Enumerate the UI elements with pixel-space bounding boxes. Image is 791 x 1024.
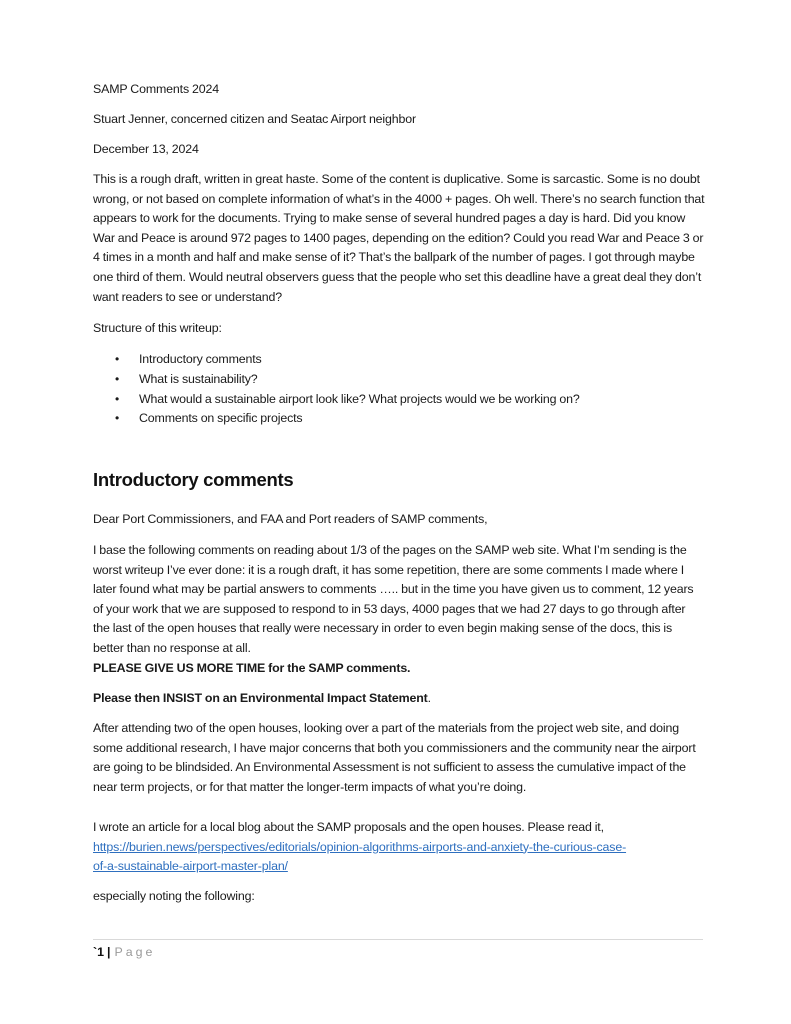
footer-separator: | [107, 945, 111, 959]
document-title: SAMP Comments 2024 [93, 82, 219, 96]
bullet-icon: • [115, 352, 120, 366]
structure-list-item: • What would a sustainable airport look like? What projects would we be working on? [93, 390, 705, 410]
basis-paragraph: I base the following comments on reading about 1/3 of the pages on the SAMP web site. What I’m sending is the worst writeup I’ve ever done: it is a rough draft, it has some repetition, there are some comments I made where I later found what may be partial answers to comments ….. but in the time you have given us to comment, 12 years of your work that we are supposed to respond to in 53 days, 4000 pages that we had 27 days to go through after the last of the open houses that really were necessary in order to even begin making sense of the docs, this is better than no response at all. [93, 543, 694, 655]
structure-list-item: • What is sustainability? [93, 370, 705, 390]
closing-line: especially noting the following: [93, 889, 255, 903]
intro-paragraph: This is a rough draft, written in great haste. Some of the content is duplicative. Some is sarcastic. Some is no doubt wrong, or not based on complete information of what’s in the 4000 + pages. Oh well. There’s no search function that appears to work for the documents. Trying to make sense of several hundred pages a day is hard. Did you know War and Peace is around 972 pages to 1400 pages, depending on the edition? Could you read War and Peace 3 or 4 times in a month and half and make sense of it? That’s the ballpark of the number of pages. I got through maybe one third of them. Would neutral observers guess that the people who set this deadline have a great deal they don’t want readers to see or understand? [93, 172, 705, 304]
bullet-icon: • [115, 411, 120, 426]
article-paragraph: I wrote an article for a local blog about the SAMP proposals and the open houses. Please read it, https://burien.news/perspectives/editorials/opinion-algorithms-airports-and-anxiety-the-curious-case- of-a-sustainable-airport-master-plan/ [93, 820, 627, 874]
date-line: December 13, 2024 [93, 142, 199, 156]
page-label: Page [114, 945, 156, 959]
request-more-time: PLEASE GIVE US MORE TIME for the SAMP comments. [93, 661, 411, 675]
page-footer [93, 944, 155, 960]
page-number: `1 [93, 945, 105, 959]
structure-label: Structure of this writeup: [93, 321, 222, 335]
structure-list-item: • Introductory comments [93, 350, 705, 370]
article-link[interactable]: https://burien.news/perspectives/editorials/opinion-algorithms-airports-and-anxiety-the-curious-case- of-a-sustainable-airport-master-plan/ [93, 839, 627, 874]
salutation: Dear Port Commissioners, and FAA and Port readers of SAMP comments, [93, 512, 488, 526]
footer-divider [93, 939, 703, 940]
section-heading: Introductory comments [93, 469, 294, 490]
concerns-paragraph: After attending two of the open houses, looking over a part of the materials from the project web site, and doing some additional research, I have major concerns that both you commissioners and the community near the airport are going to be blindsided. An Environmental Assessment is not sufficient to assess the cumulative impact of the near term projects, or for that matter the longer-term impacts of what you’re doing. [93, 721, 696, 794]
author-line: Stuart Jenner, concerned citizen and Seatac Airport neighbor [93, 112, 416, 126]
structure-list [93, 350, 705, 429]
request-eis: Please then INSIST on an Environmental Impact Statement. [93, 691, 431, 705]
structure-list-item: • Comments on specific projects [93, 409, 705, 429]
bullet-icon: • [115, 371, 120, 386]
bullet-icon: • [115, 391, 120, 406]
